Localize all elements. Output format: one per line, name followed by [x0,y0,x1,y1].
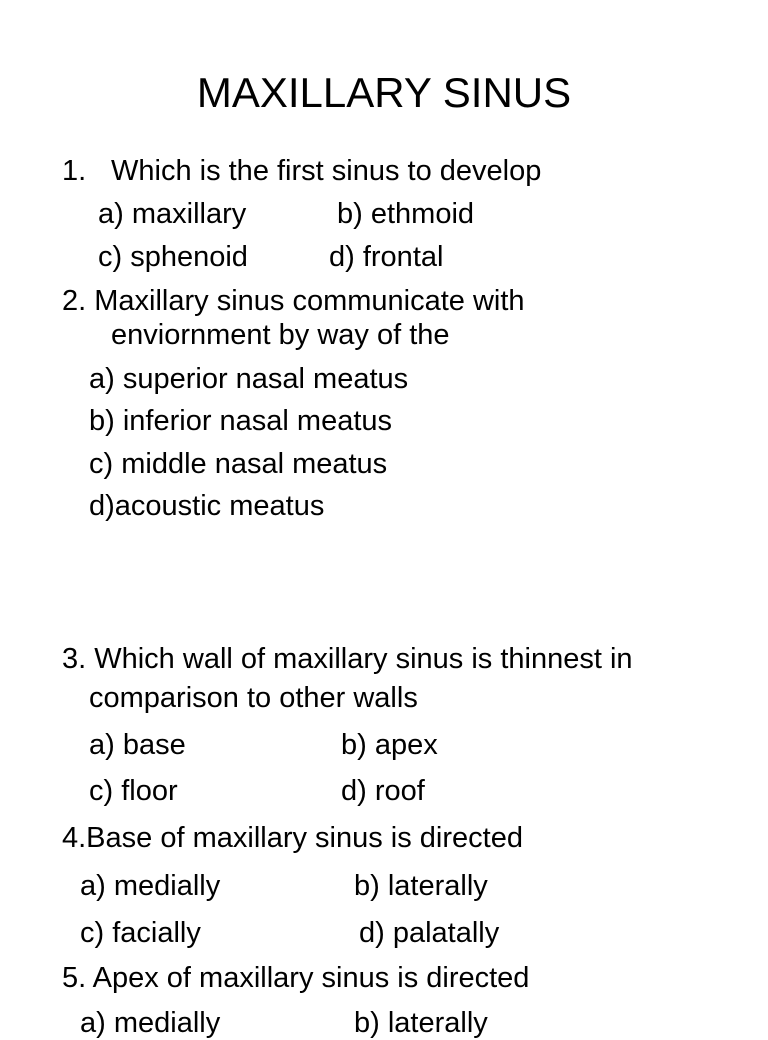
question-2-option-d: d)acoustic meatus [89,490,325,522]
question-2-option-a: a) superior nasal meatus [89,363,409,395]
question-4-option-d: d) palatally [359,917,500,949]
question-1-option-d: d) frontal [329,241,444,273]
question-5-option-a: a) medially [80,1007,221,1039]
question-1-text: Which is the first sinus to develop [111,155,542,187]
question-3-option-c: c) floor [89,775,178,807]
question-3-text-line-2: comparison to other walls [89,682,418,714]
question-4-option-a: a) medially [80,870,221,902]
question-2-text-line-2: enviornment by way of the [111,319,450,351]
question-2-option-b: b) inferior nasal meatus [89,405,393,437]
question-1-number: 1. [62,155,87,187]
question-2-option-c: c) middle nasal meatus [89,448,388,480]
question-1-option-a: a) maxillary [98,198,247,230]
question-2-text-line-1: 2. Maxillary sinus communicate with [62,285,525,317]
question-5-text: 5. Apex of maxillary sinus is directed [62,962,530,994]
question-3-option-d: d) roof [341,775,425,807]
question-5-option-b: b) laterally [354,1007,488,1039]
question-3-text-line-1: 3. Which wall of maxillary sinus is thinnest in [62,643,633,675]
question-4-text: 4.Base of maxillary sinus is directed [62,822,523,854]
question-1-option-c: c) sphenoid [98,241,248,273]
question-4-option-c: c) facially [80,917,201,949]
question-4-option-b: b) laterally [354,870,488,902]
question-3-option-a: a) base [89,729,186,761]
question-1-option-b: b) ethmoid [337,198,475,230]
question-3-option-b: b) apex [341,729,438,761]
page-title: MAXILLARY SINUS [196,69,572,116]
